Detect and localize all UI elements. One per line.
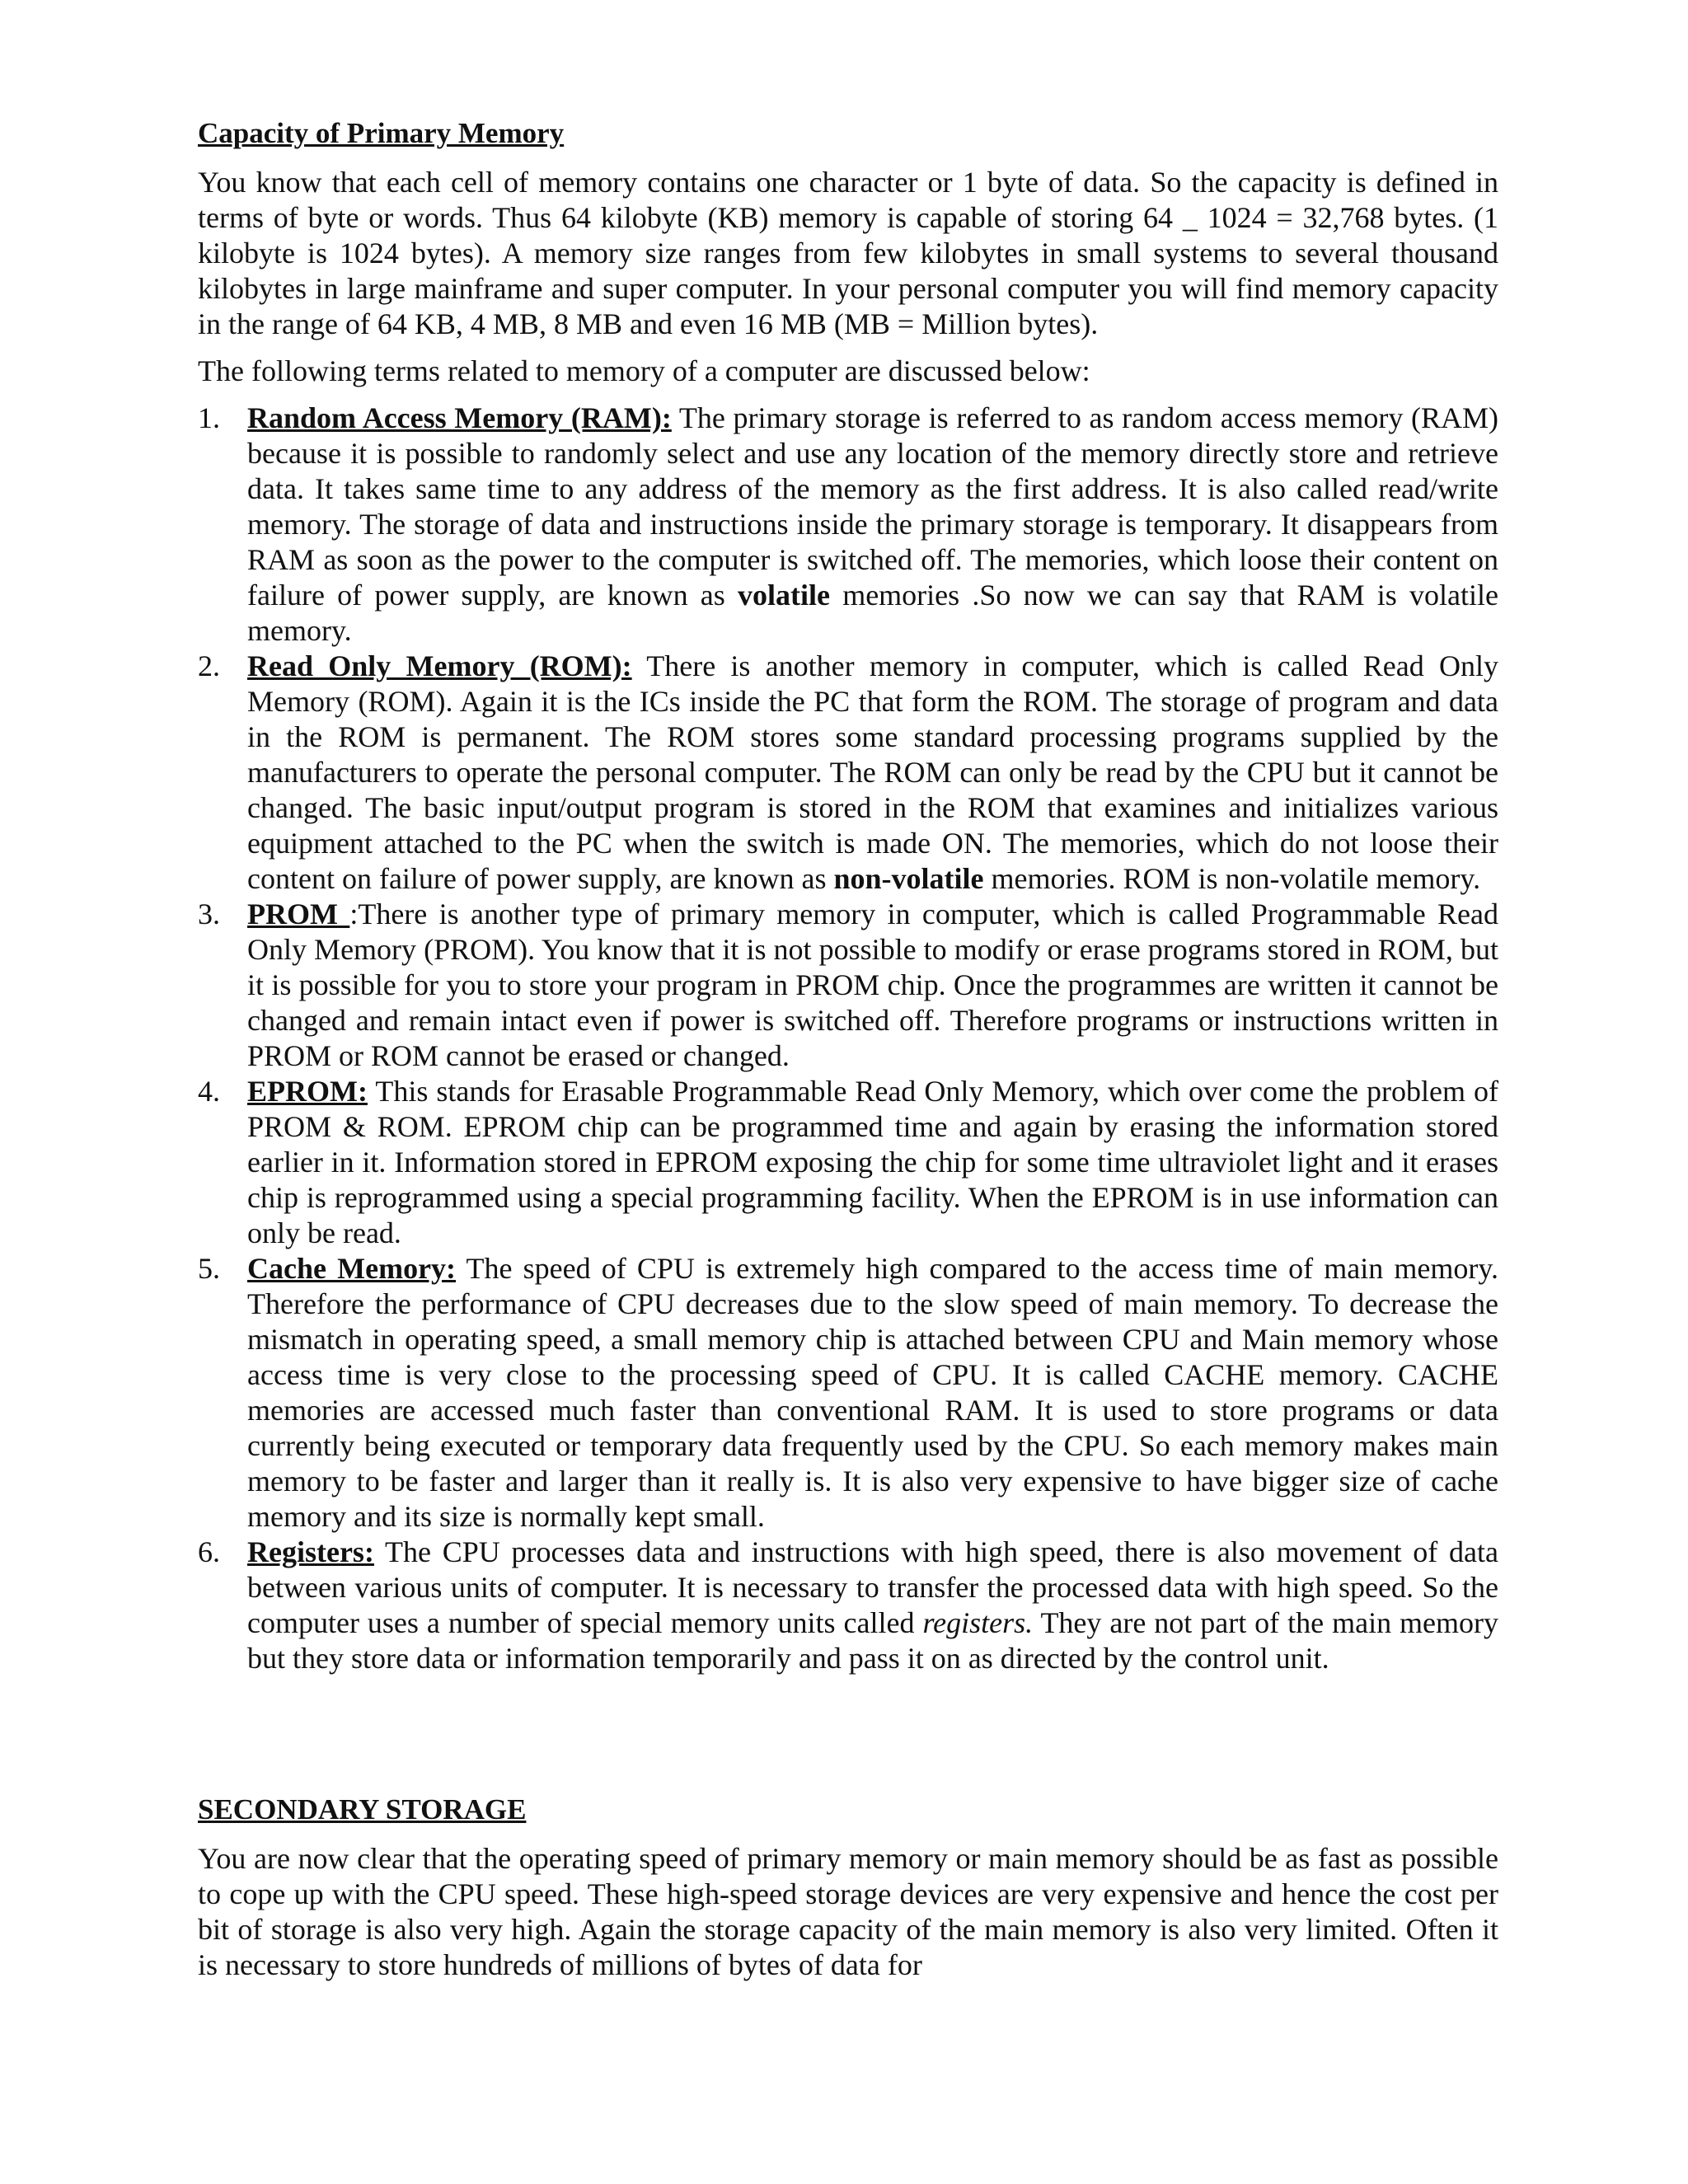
section-heading-secondary-storage: SECONDARY STORAGE: [198, 1793, 527, 1825]
term-title: Registers:: [247, 1535, 374, 1568]
list-number: 4.: [198, 1075, 220, 1108]
list-item-registers: [198, 1535, 1498, 1676]
term-text: The primary storage is referred to as random access memory (RAM) because it is possible to randomly select and use any location of the memory directly store and retrieve data. It takes same time to any address of the memory as the first address. It is also called read/write memory. The storage of data and instructions inside the primary storage is temporary. It disappears from RAM as soon as the power to the computer is switched off. The memories, which loose their content on failure of power supply, are known as: [247, 401, 1499, 612]
terms-intro-paragraph: The following terms related to memory of a computer are discussed below:: [198, 354, 1090, 387]
term-text: The speed of CPU is extremely high compared to the access time of main memory. Therefore the performance of CPU decreases due to the slow speed of main memory. To decrease the mismatch in operating speed, a small memory chip is attached between CPU and Main memory whose access time is very close to the processing speed of CPU. It is called CACHE memory. CACHE memories are accessed much faster than conventional RAM. It is used to store programs or data currently being executed or temporary data frequently used by the CPU. So each memory makes main memory to be faster and larger than it really is. It is also very expensive to have bigger size of cache memory and its size is normally kept small.: [247, 1252, 1498, 1533]
term-title: Read Only Memory (ROM):: [247, 649, 632, 682]
section-gap: [198, 1676, 1498, 1792]
term-title: PROM: [247, 898, 350, 930]
term-emphasis: volatile: [738, 579, 830, 612]
term-title: EPROM:: [247, 1075, 368, 1108]
term-emphasis: registers.: [922, 1606, 1034, 1639]
list-number: 3.: [198, 898, 220, 930]
capacity-paragraph: You know that each cell of memory contains one character or 1 byte of data. So the capacity is defined in terms of byte or words. Thus 64 kilobyte (KB) memory is capable of storing 64 _ 1024 = 32,768 bytes. (1 kilobyte is 1024 bytes). A memory size ranges from few kilobytes in small systems to several thousand kilobytes in large mainframe and super computer. In your personal computer you will find memory capacity in the range of 64 KB, 4 MB, 8 MB and even 16 MB (MB = Million bytes).: [198, 166, 1498, 340]
list-item-eprom: [198, 1074, 1498, 1251]
section-heading-primary-memory: Capacity of Primary Memory: [198, 117, 565, 149]
list-number: 1.: [198, 401, 220, 434]
term-text: :There is another type of primary memory in computer, which is called Programmable Read Only Memory (PROM). You know that it is not possible to modify or erase programs stored in ROM, but it is possible for you to store your program in PROM chip. Once the programmes are written it cannot be changed and remain intact even if power is switched off. Therefore programs or instructions written in PROM or ROM cannot be erased or changed.: [247, 898, 1498, 1072]
term-text: This stands for Erasable Programmable Read Only Memory, which over come the problem of PROM & ROM. EPROM chip can be programmed time and again by erasing the information stored earlier in it. Information stored in EPROM exposing the chip for some time ultraviolet light and it erases chip is reprogrammed using a special programming facility. When the EPROM is in use information can only be read.: [247, 1075, 1498, 1249]
list-item-rom: [198, 649, 1498, 897]
term-title: Random Access Memory (RAM):: [247, 401, 672, 434]
term-tail: They are not part of the main memory but they store data or information temporarily and pass it on as directed by the control unit.: [247, 1606, 1499, 1675]
list-item-prom: [198, 897, 1498, 1074]
term-text: The CPU processes data and instructions with high speed, there is also movement of data between various units of computer. It is necessary to transfer the processed data with high speed. So the computer uses a number of special memory units called: [247, 1535, 1498, 1639]
term-title: Cache Memory:: [247, 1252, 457, 1285]
term-text: There is another memory in computer, which is called Read Only Memory (ROM). Again it is the ICs inside the PC that form the ROM. The storage of program and data in the ROM is permanent. The ROM stores some standard processing programs supplied by the manufacturers to operate the personal computer. The ROM can only be read by the CPU but it cannot be changed. The basic input/output program is stored in the ROM that examines and initializes various equipment attached to the PC when the switch is made ON. The memories, which do not loose their content on failure of power supply, are known as: [247, 649, 1499, 895]
term-tail: memories .So now we can say that RAM is volatile memory.: [247, 579, 1498, 647]
memory-terms-list: [198, 401, 1498, 1676]
list-number: 5.: [198, 1252, 220, 1285]
document-page: [198, 115, 1498, 1994]
list-number: 2.: [198, 649, 220, 682]
secondary-storage-paragraph: You are now clear that the operating speed of primary memory or main memory should be as fast as possible to cope up with the CPU speed. These high-speed storage devices are very expensive and hence the cost per bit of storage is also very high. Again the storage capacity of the main memory is also very limited. Often it is necessary to store hundreds of millions of bytes of data for: [198, 1842, 1498, 1981]
list-item-ram: [198, 401, 1498, 649]
list-item-cache-memory: [198, 1251, 1498, 1535]
list-number: 6.: [198, 1535, 220, 1568]
term-emphasis: non-volatile: [833, 862, 984, 895]
term-tail: memories. ROM is non-volatile memory.: [983, 862, 1481, 895]
